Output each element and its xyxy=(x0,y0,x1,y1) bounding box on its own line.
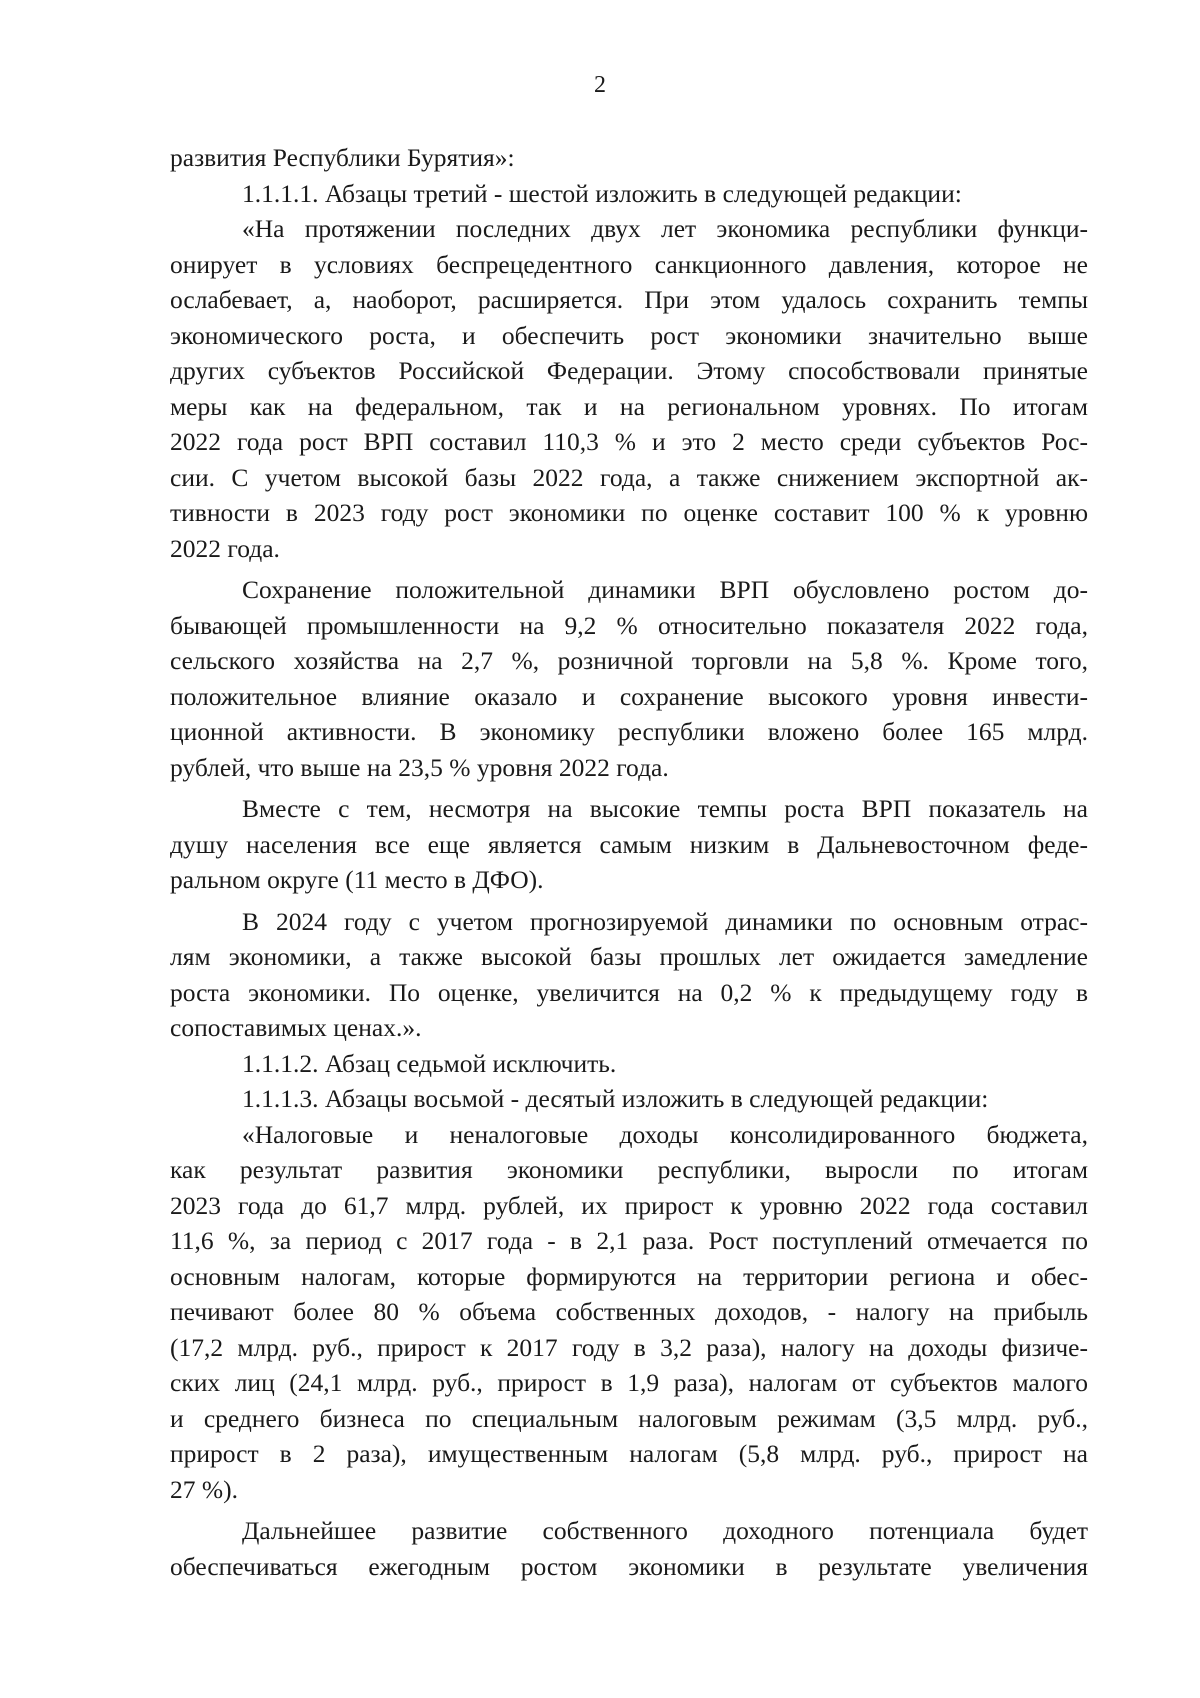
text-line: роста экономики. По оценке, увеличится на 0,2 % к предыдущему году в xyxy=(170,977,1088,1007)
text-line: экономического роста, и обеспечить рост экономики значительно выше xyxy=(170,320,1088,350)
text-line: рублей, что выше на 23,5 % уровня 2022 года. xyxy=(170,752,669,782)
text-line: «Налоговые и неналоговые доходы консолидированного бюджета, xyxy=(242,1119,1088,1149)
text-line: (17,2 млрд. руб., прирост к 2017 году в 3,2 раза), налогу на доходы физиче- xyxy=(170,1332,1088,1362)
text-line: ских лиц (24,1 млрд. руб., прирост в 1,9 раза), налогам от субъектов малого xyxy=(170,1368,1088,1397)
text-line: 2023 года до 61,7 млрд. рублей, их прирост к уровню 2022 года составил xyxy=(170,1190,1088,1220)
text-line: основным налогам, которые формируются на территории региона и обес- xyxy=(170,1261,1088,1291)
text-line: 1.1.1.2. Абзац седьмой исключить. xyxy=(242,1048,617,1078)
text-line: Дальнейшее развитие собственного доходного потенциала будет xyxy=(242,1516,1088,1545)
page-number: 2 xyxy=(594,72,606,98)
text-line: и среднего бизнеса по специальным налоговым режимам (3,5 млрд. руб., xyxy=(170,1403,1088,1433)
text-line: душу населения все еще является самым низким в Дальневосточном феде- xyxy=(170,829,1088,859)
text-line: ционной активности. В экономику республики вложено более 165 млрд. xyxy=(170,717,1088,746)
text-line: положительное влияние оказало и сохранение высокого уровня инвести- xyxy=(170,681,1088,711)
text-line: других субъектов Российской Федерации. Этому способствовали принятые xyxy=(170,356,1088,385)
document-body xyxy=(170,140,1088,1584)
text-line: ослабевает, а, наоборот, расширяется. При этом удалось сохранить темпы xyxy=(170,285,1088,314)
text-line: ральном округе (11 место в ДФО). xyxy=(170,865,544,894)
text-line: сии. С учетом высокой базы 2022 года, а также снижением экспортной ак- xyxy=(170,462,1088,492)
text-line: сопоставимых ценах.». xyxy=(170,1013,422,1042)
text-line: 27 %). xyxy=(170,1474,238,1504)
text-line: Вместе с тем, несмотря на высокие темпы роста ВРП показатель на xyxy=(242,794,1088,823)
text-line: печивают более 80 % объема собственных доходов, - налогу на прибыль xyxy=(170,1297,1088,1326)
text-line: В 2024 году с учетом прогнозируемой динамики по основным отрас- xyxy=(242,906,1088,936)
text-line: обеспечиваться ежегодным ростом экономики в результате увеличения xyxy=(170,1551,1088,1581)
text-line: «На протяжении последних двух лет экономика республики функци- xyxy=(242,214,1088,243)
text-line: онирует в условиях беспрецедентного санкционного давления, которое не xyxy=(170,249,1088,279)
text-line: 1.1.1.1. Абзацы третий - шестой изложить в следующей редакции: xyxy=(242,178,962,208)
text-line: сельского хозяйства на 2,7 %, розничной торговли на 5,8 %. Кроме того, xyxy=(170,646,1088,675)
text-line: 2022 года. xyxy=(170,533,280,563)
text-line: 2022 года рост ВРП составил 110,3 % и это 2 место среди субъектов Рос- xyxy=(170,427,1088,456)
text-line: развития Республики Бурятия»: xyxy=(170,143,515,172)
text-line: 11,6 %, за период с 2017 года - в 2,1 раза. Рост поступлений отмечается по xyxy=(170,1226,1088,1255)
text-line: лям экономики, а также высокой базы прошлых лет ожидается замедление xyxy=(170,942,1088,971)
text-line: тивности в 2023 году рост экономики по оценке составит 100 % к уровню xyxy=(170,498,1088,527)
text-line: меры как на федеральном, так и на региональном уровнях. По итогам xyxy=(170,391,1088,421)
text-line: Сохранение положительной динамики ВРП обусловлено ростом до- xyxy=(242,575,1088,604)
text-line: как результат развития экономики республики, выросли по итогам xyxy=(170,1155,1088,1184)
text-line: 1.1.1.3. Абзацы восьмой - десятый изложить в следующей редакции: xyxy=(242,1084,989,1113)
text-line: прирост в 2 раза), имущественным налогам (5,8 млрд. руб., прирост на xyxy=(170,1439,1088,1468)
text-line: бывающей промышленности на 9,2 % относительно показателя 2022 года, xyxy=(170,610,1088,640)
